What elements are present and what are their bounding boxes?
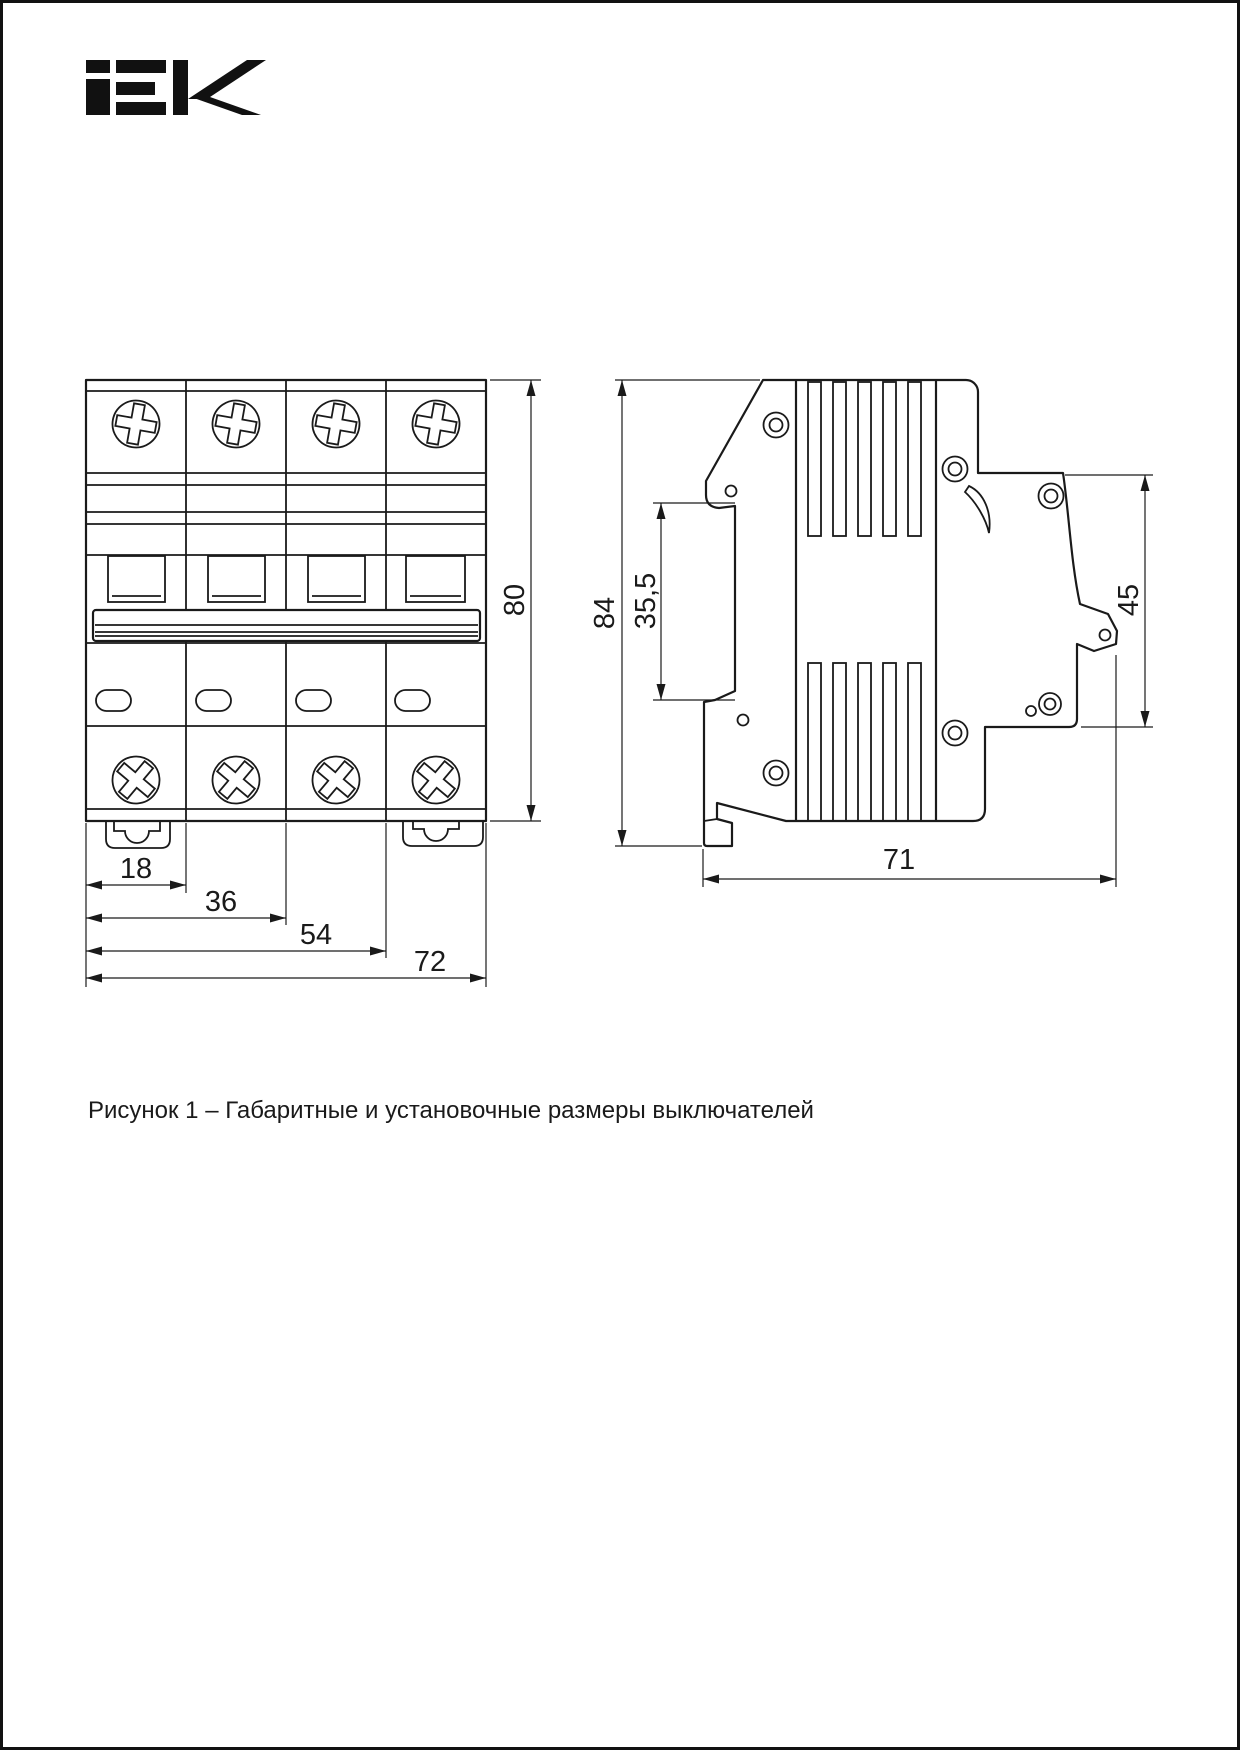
dim-80: [490, 380, 541, 821]
figure-caption: Рисунок 1 – Габаритные и установочные размеры выключателей: [88, 1097, 814, 1124]
logo-e-mid: [116, 82, 155, 95]
side-view: [589, 380, 1153, 887]
logo-i-stem: [86, 79, 110, 115]
din-clip-right: [403, 821, 483, 846]
side-inner-edges: [796, 380, 936, 821]
technical-drawing: [3, 3, 1240, 1063]
dim-label-45: 45: [1113, 583, 1145, 617]
iek-logo: [86, 60, 266, 115]
screw-head-icon: [303, 747, 369, 813]
toggle-window: [208, 556, 265, 602]
rivet-icon: [764, 413, 789, 438]
rivets: [726, 413, 1064, 786]
logo-k-lower-arm: [191, 97, 261, 115]
dim-label-35-5: 35,5: [630, 572, 662, 630]
dim-71: [703, 655, 1116, 887]
front-view-dimensions: [86, 380, 541, 987]
dim-54: [86, 919, 386, 956]
din-latch-line: [704, 819, 717, 821]
dim-18: [86, 853, 186, 890]
oval-recess: [196, 690, 231, 711]
screw-head-icon: [203, 747, 269, 813]
toggle-window: [406, 556, 465, 602]
pin-hole: [1026, 706, 1036, 716]
din-clip-left: [106, 821, 170, 848]
toggle-window: [308, 556, 365, 602]
kidney-slot: [965, 486, 990, 533]
lever-hole: [1100, 630, 1111, 641]
oval-recesses: [96, 690, 430, 711]
screw-head-icon: [403, 747, 469, 813]
dim-label-72: 72: [413, 946, 447, 978]
logo-k-stem: [173, 60, 188, 115]
rivet-icon: [1039, 484, 1064, 509]
screw-head-icon: [109, 397, 163, 451]
dim-label-80: 80: [499, 583, 531, 617]
vent-slots-bottom: [808, 663, 921, 821]
pin-hole: [738, 715, 749, 726]
rivet-icon: [943, 721, 968, 746]
logo-i-dot: [86, 60, 110, 73]
front-view: [86, 380, 541, 987]
oval-recess: [296, 690, 331, 711]
handle-bar: [93, 610, 480, 641]
pin-hole: [726, 486, 737, 497]
logo-k-upper-arm: [188, 60, 266, 99]
breaker-side-outline: [704, 380, 1117, 846]
dim-label-36: 36: [204, 886, 238, 918]
dim-35-5: [630, 503, 735, 700]
oval-recess: [395, 690, 430, 711]
screw-head-icon: [409, 397, 463, 451]
toggle-window: [108, 556, 165, 602]
vent-slots-top: [808, 382, 921, 536]
dim-label-71: 71: [882, 844, 916, 876]
oval-recess: [96, 690, 131, 711]
dim-label-54: 54: [299, 919, 333, 951]
dim-label-18: 18: [119, 853, 153, 885]
rivet-icon: [943, 457, 968, 482]
rivet-icon: [1039, 693, 1061, 715]
pole-dividers: [186, 380, 386, 821]
rivet-icon: [764, 761, 789, 786]
screw-head-icon: [309, 397, 363, 451]
screw-head-icon: [103, 747, 169, 813]
dim-label-84: 84: [589, 596, 621, 630]
logo-e-bottom: [116, 102, 166, 115]
dim-45: [1065, 475, 1153, 727]
screw-head-icon: [209, 397, 263, 451]
logo-e-top: [116, 60, 166, 73]
